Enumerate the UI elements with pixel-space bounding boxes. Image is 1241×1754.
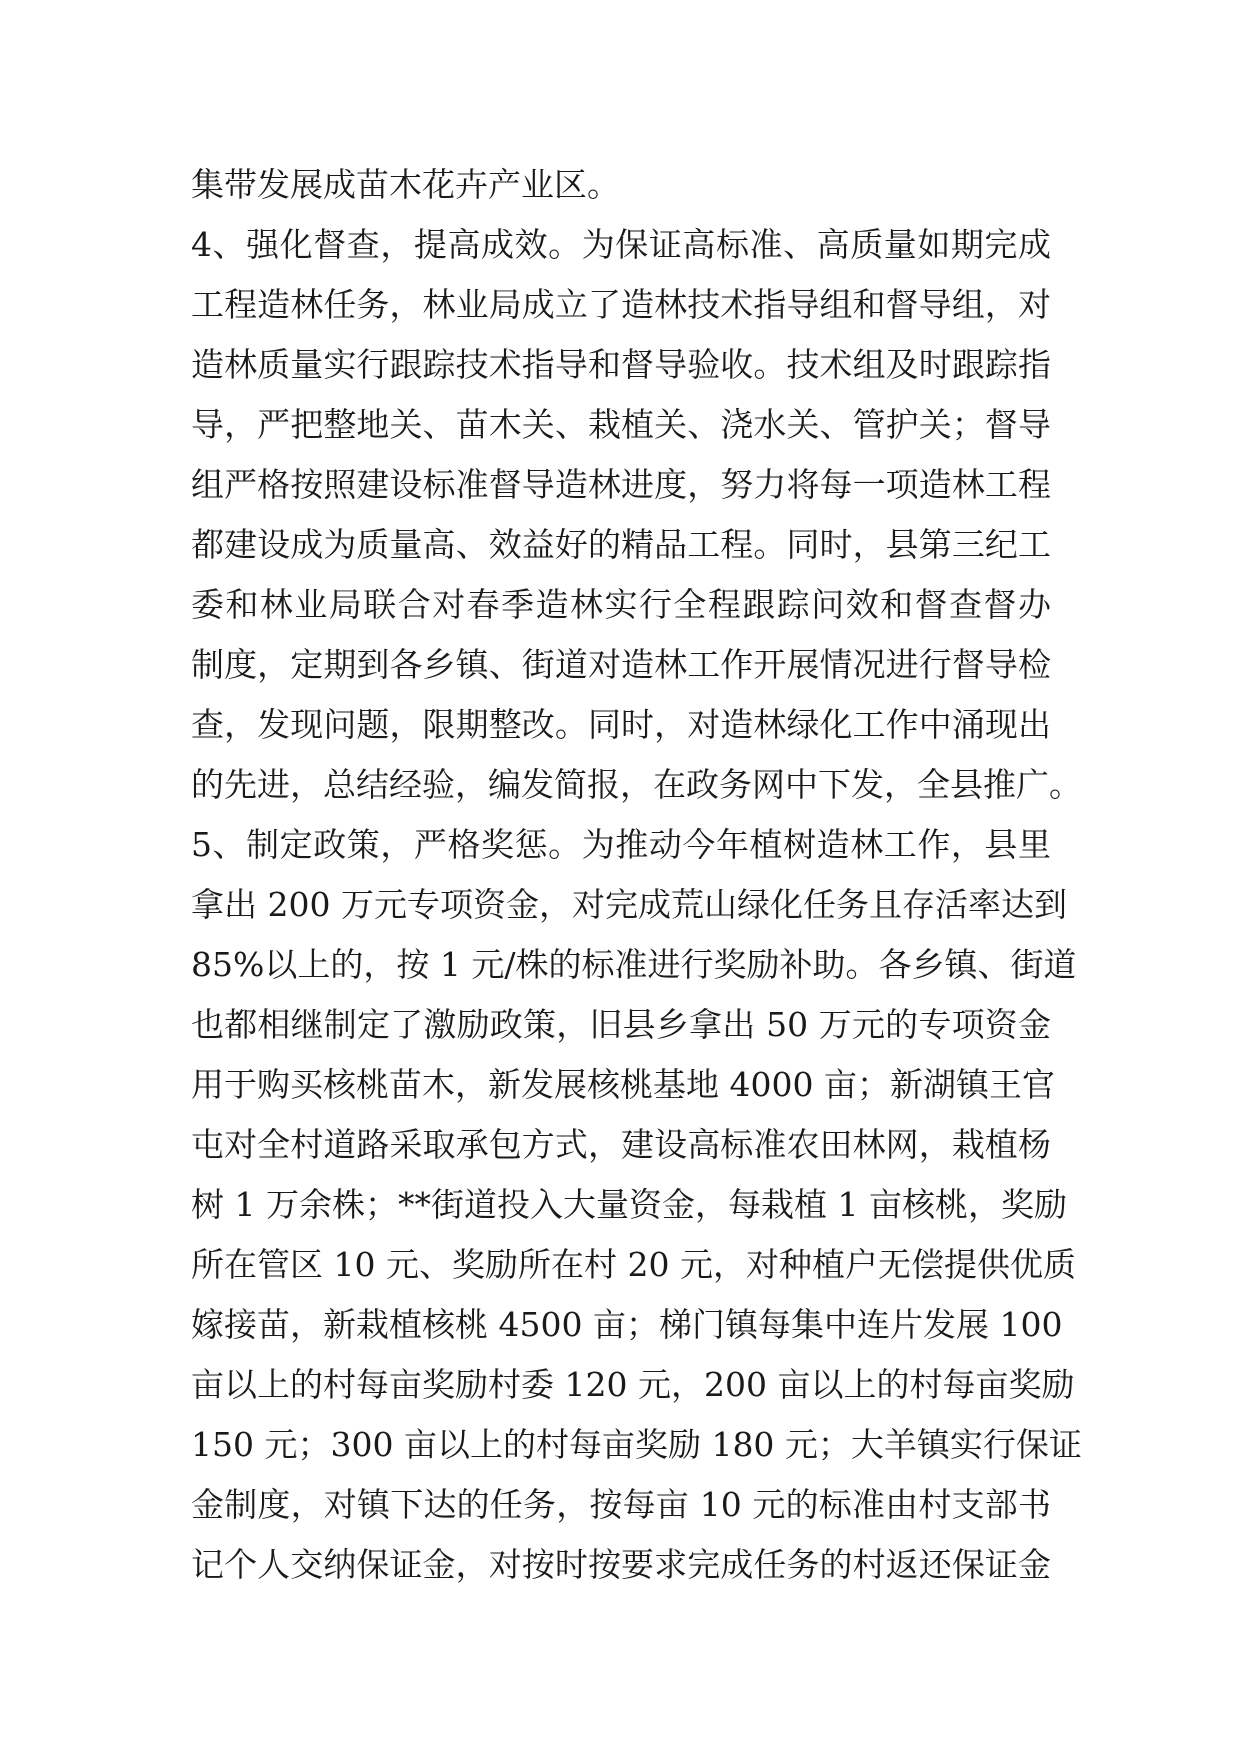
text-line: 都建设成为质量高、效益好的精品工程。同时，县第三纪工 bbox=[191, 525, 1051, 564]
text-line: 85%以上的，按 1 元/株的标准进行奖励补助。各乡镇、街道 bbox=[191, 945, 1077, 984]
text-line: 亩以上的村每亩奖励村委 120 元，200 亩以上的村每亩奖励 bbox=[191, 1365, 1075, 1404]
text-line: 委和林业局联合对春季造林实行全程跟踪问效和督查督办 bbox=[191, 585, 1051, 624]
text-line: 屯对全村道路采取承包方式，建设高标准农田林网，栽植杨 bbox=[191, 1125, 1051, 1164]
body-text bbox=[191, 155, 1082, 1595]
text-line: 记个人交纳保证金，对按时按要求完成任务的村返还保证金 bbox=[191, 1545, 1051, 1584]
text-line: 拿出 200 万元专项资金，对完成荒山绿化任务且存活率达到 bbox=[191, 885, 1067, 924]
text-line: 所在管区 10 元、奖励所在村 20 元，对种植户无偿提供优质 bbox=[191, 1245, 1076, 1284]
text-line: 集带发展成苗木花卉产业区。 bbox=[191, 165, 620, 204]
text-line: 嫁接苗，新栽植核桃 4500 亩；梯门镇每集中连片发展 100 bbox=[191, 1305, 1063, 1344]
text-line: 4、强化督查，提高成效。为保证高标准、高质量如期完成 bbox=[191, 225, 1051, 264]
text-line: 工程造林任务，林业局成立了造林技术指导组和督导组，对 bbox=[191, 285, 1051, 324]
text-line: 150 元；300 亩以上的村每亩奖励 180 元；大羊镇实行保证 bbox=[191, 1425, 1082, 1464]
text-line: 造林质量实行跟踪技术指导和督导验收。技术组及时跟踪指 bbox=[191, 345, 1051, 384]
text-line: 也都相继制定了激励政策，旧县乡拿出 50 万元的专项资金 bbox=[191, 1005, 1051, 1044]
text-line: 5、制定政策，严格奖惩。为推动今年植树造林工作，县里 bbox=[191, 825, 1051, 864]
text-line: 的先进，总结经验，编发简报，在政务网中下发，全县推广。 bbox=[191, 765, 1082, 804]
text-line: 制度，定期到各乡镇、街道对造林工作开展情况进行督导检 bbox=[191, 645, 1051, 684]
text-line: 查，发现问题，限期整改。同时，对造林绿化工作中涌现出 bbox=[191, 705, 1051, 744]
text-line: 用于购买核桃苗木，新发展核桃基地 4000 亩；新湖镇王官 bbox=[191, 1065, 1055, 1104]
text-line: 组严格按照建设标准督导造林进度，努力将每一项造林工程 bbox=[191, 465, 1051, 504]
text-line: 金制度，对镇下达的任务，按每亩 10 元的标准由村支部书 bbox=[191, 1485, 1051, 1524]
text-line: 树 1 万余株；**街道投入大量资金，每栽植 1 亩核桃，奖励 bbox=[191, 1185, 1067, 1224]
text-line: 导，严把整地关、苗木关、栽植关、浇水关、管护关；督导 bbox=[191, 405, 1051, 444]
